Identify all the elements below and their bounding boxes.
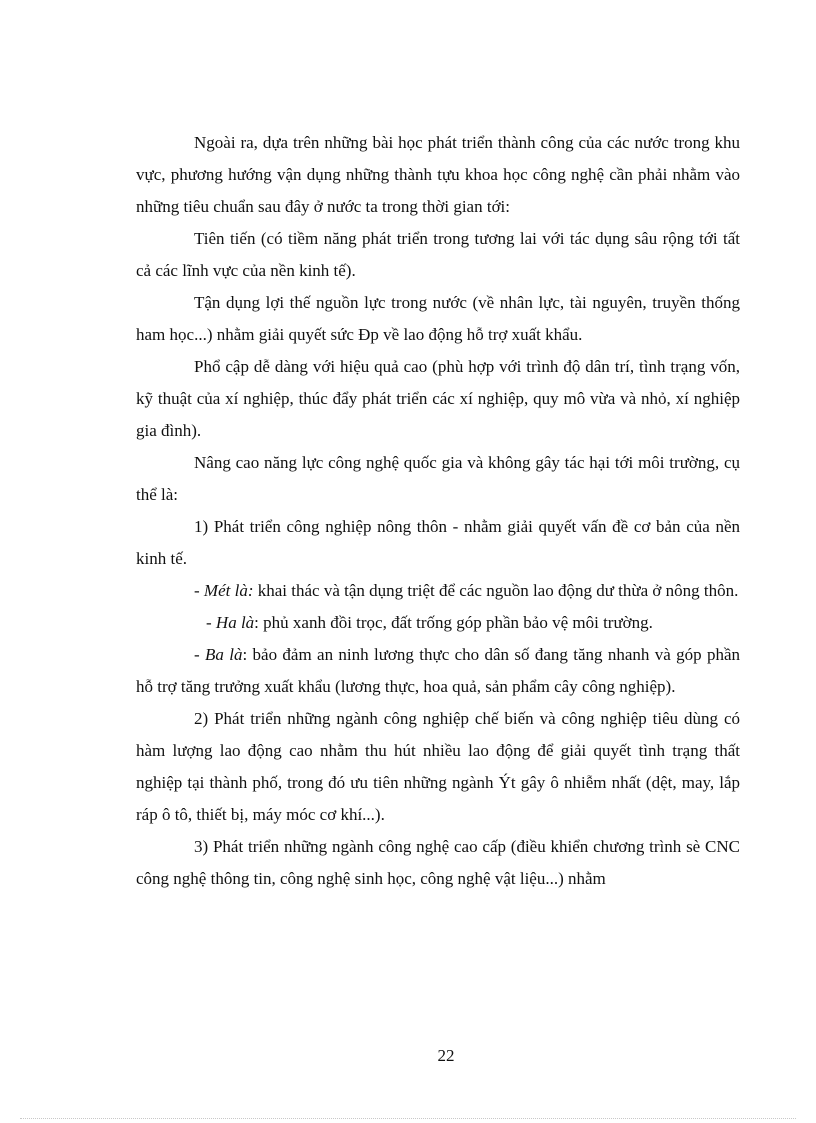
footer-divider (20, 1118, 796, 1119)
list-item-first-text: khai thác và tận dụng triệt để các nguồn lao động dư thừa ở nông thôn. (253, 581, 739, 600)
list-item-second-label: - Ha là (206, 613, 255, 632)
list-item-second-text: : phủ xanh đồi trọc, đất trống góp phần bảo vệ môi trường. (254, 613, 653, 632)
page-body (136, 127, 740, 895)
list-item-third-label: - Ba là (194, 645, 243, 664)
list-item-first (136, 575, 740, 607)
page-number: 22 (437, 1046, 455, 1065)
paragraph-point-two: 2) Phát triển những ngành công nghiệp chế biến và công nghiệp tiêu dùng có hàm lượng lao động cao nhằm thu hút nhiều lao động để giải quyết tình trạng thất nghiệp tại thành phố, trong đó ưu tiên những ngành Ýt gây ô nhiễm nhất (dệt, may, lắp ráp ô tô, thiết bị, máy móc cơ khí...). (136, 709, 740, 824)
list-item-first-label: - Mét là: (194, 581, 254, 600)
paragraph-advanced: Tiên tiến (có tiềm năng phát triển trong tương lai với tác dụng sâu rộng tới tất cả các lĩnh vực của nền kinh tế). (136, 229, 740, 280)
paragraph-point-three: 3) Phát triển những ngành công nghệ cao cấp (điều khiển chương trình sè CNC công nghệ thông tin, công nghệ sinh học, công nghệ vật liệu...) nhằm (136, 837, 740, 888)
paragraph-point-one: 1) Phát triển công nghiệp nông thôn - nhằm giải quyết vấn đề cơ bản của nền kinh tế. (136, 517, 740, 568)
paragraph-intro: Ngoài ra, dựa trên những bài học phát triển thành công của các nước trong khu vực, phương hướng vận dụng những thành tựu khoa học công nghệ cần phải nhằm vào những tiêu chuẩn sau đây ở nước ta trong thời gian tới: (136, 133, 740, 216)
list-item-third-text: : bảo đảm an ninh lương thực cho dân số đang tăng nhanh và góp phần hỗ trợ tăng trưởng xuất khẩu (lương thực, hoa quả, sản phẩm cây công nghiệp). (136, 645, 740, 696)
list-item-second (136, 607, 740, 639)
paragraph-capacity: Nâng cao năng lực công nghệ quốc gia và không gây tác hại tới môi trường, cụ thể là: (136, 453, 740, 504)
list-item-third (136, 639, 740, 703)
paragraph-resources: Tận dụng lợi thế nguồn lực trong nước (về nhân lực, tài nguyên, truyền thống ham học...) nhằm giải quyết sức Ðp về lao động hỗ trợ xuất khẩu. (136, 293, 740, 344)
paragraph-accessibility: Phổ cập dễ dàng với hiệu quả cao (phù hợp với trình độ dân trí, tình trạng vốn, kỹ thuật của xí nghiệp, thúc đẩy phát triển các xí nghiệp, quy mô vừa và nhỏ, xí nghiệp gia đình). (136, 357, 740, 440)
